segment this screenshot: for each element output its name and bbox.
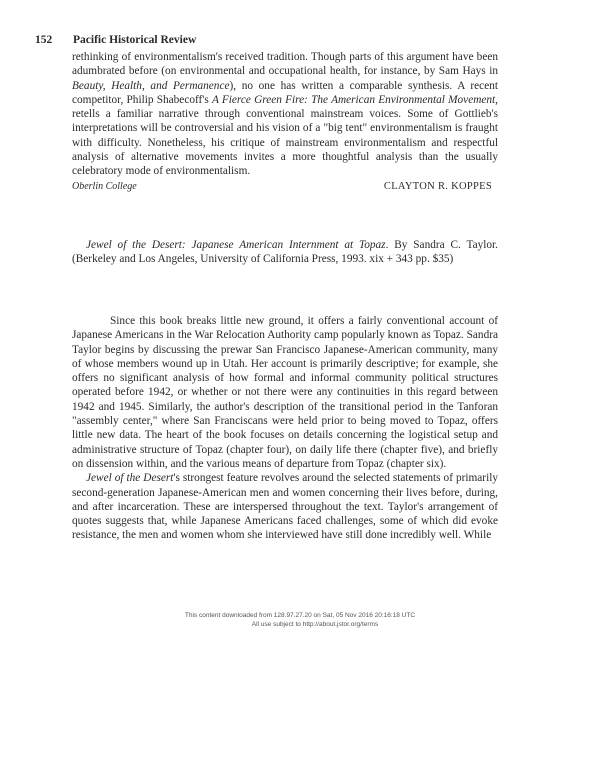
text-run: Since this book breaks little new ground, it offers a fairly conventional account of Japanese Americans in the War Relocation Authority camp popularly known as Topaz. Sandra Taylor begins by discussing the prewar San Francisco Japanese-American community, many of whose members wound up in Utah. Her account is primarily descriptive; for example, she offers no significant analysis of how formal and informal community political structures operated before 1942, or whether or not there were any continuities in this regard between 1942 and 1945. Similarly, the author's description of the transitional period in the Tanforan "assembly center," where San Franciscans were held prior to being moved to Topaz, offers little new data. The heart of the book focuses on details concerning the logistical setup and administrative structure of Topaz (chapter four), on daily life there (chapter five), and briefly on dissension within, and the various means of departure from Topaz (chapter six).	[72, 315, 498, 470]
review-2-paragraph-2	[72, 471, 498, 542]
text-run: rethinking of environmentalism's received tradition. Though parts of this argument have been adumbrated before (on environmental and occupational health, for instance, by Sam Hays in	[72, 51, 498, 78]
italic-text: Jewel of the Desert: Japanese American Internment at Topaz	[86, 239, 386, 251]
reviewer-name: CLAYTON R. KOPPES	[383, 180, 492, 192]
review-2-citation	[72, 238, 498, 267]
running-head	[35, 34, 196, 46]
review-1-body	[72, 50, 498, 179]
text-run: . By Sandra C. Taylor. (Berkeley and Los Angeles, University of California Press, 1993. xix + 343 pp. $35)	[72, 239, 499, 266]
italic-text: A Fierce Green Fire: The American Environmental Movement	[211, 93, 496, 106]
italic-text: Beauty, Health, and Permanence	[72, 79, 230, 92]
italic-text: Jewel of the Desert	[86, 472, 174, 485]
review-1-signature	[72, 180, 498, 194]
footer-download-line: This content downloaded from 128.97.27.20 on Sat, 05 Nov 2016 20:16:18 UTC	[184, 612, 416, 619]
reviewer-institution: Oberlin College	[72, 180, 137, 192]
review-2-paragraph-1	[72, 314, 498, 471]
jstor-footer	[0, 611, 600, 629]
footer-terms-line: All use subject to http://about.jstor.org/terms	[251, 621, 379, 628]
book-citation	[72, 238, 498, 267]
text-run: ), no one has written a comparable synthesis. A recent competitor, Philip Shabecoff's	[72, 79, 498, 106]
journal-title: Pacific Historical Review	[73, 34, 197, 46]
review-2-body	[72, 314, 498, 543]
review-1	[72, 50, 498, 194]
text-run: 's strongest feature revolves around the selected statements of primarily second-generation Japanese-American men and women concerning their lives before, during, and after incarceration. These are interspersed throughout the text. Taylor's arrangement of quotes suggests that, while Japanese Americans faced challenges, some of which did evoke resistance, the men and women whom she interviewed have still done incredibly well. While	[72, 472, 498, 542]
page-number: 152	[35, 34, 53, 46]
text-run: , retells a familiar narrative through conventional mainstream voices. Some of Gottlieb's interpretations will be controversial and his vision of a "big tent" environmentalism is fraught with difficulty. Nonetheless, his critique of mainstream environmentalism and respectful analysis of alternative movements invites a more thoughtful analysis than the usually celebratory mode of environmentalism.	[72, 93, 498, 178]
